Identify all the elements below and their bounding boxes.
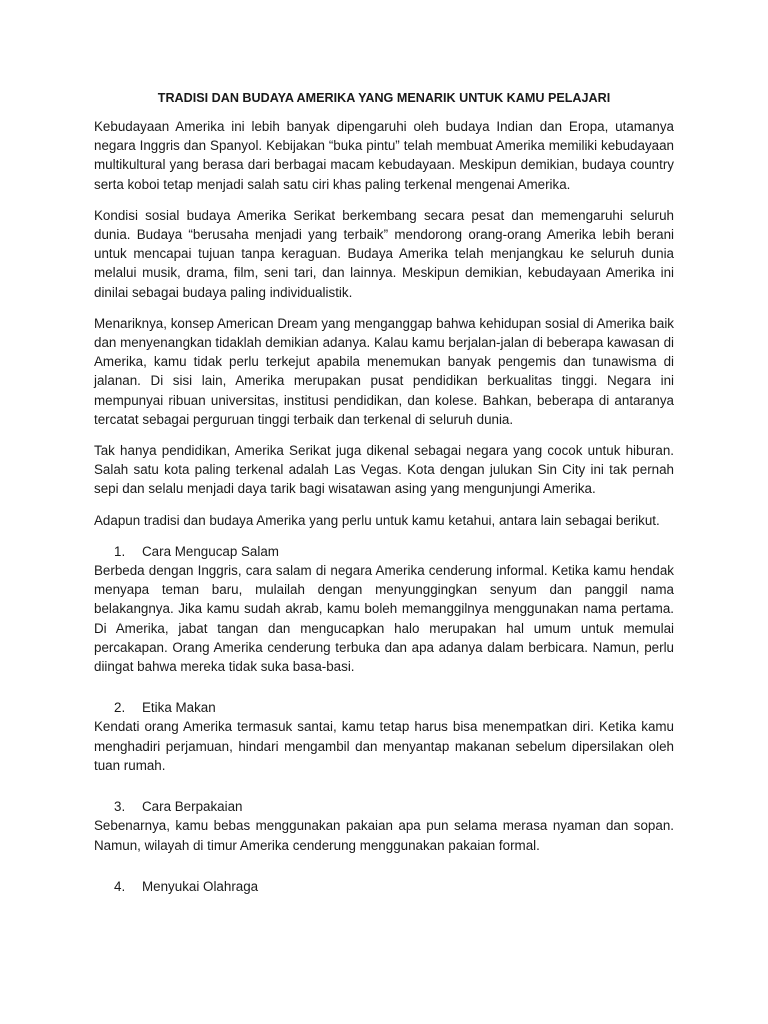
section-body: Sebenarnya, kamu bebas menggunakan pakaian apa pun selama merasa nyaman dan sopan. Namun, wilayah di timur Amerika cenderung menggunakan pakaian formal. <box>94 818 674 853</box>
document-title: TRADISI DAN BUDAYA AMERIKA YANG MENARIK UNTUK KAMU PELAJARI <box>157 91 611 105</box>
section-heading <box>94 797 674 816</box>
intro-paragraph-2: Kondisi sosial budaya Amerika Serikat berkembang secara pesat dan memengaruhi seluruh dunia. Budaya “berusaha menjadi yang terbaik” mendorong orang-orang Amerika lebih berani untuk mencapai tujuan tanpa keraguan. Budaya Amerika telah menjangkau ke seluruh dunia melalui musik, drama, film, seni tari, dan lainnya. Meskipun demikian, kebudayaan Amerika ini dinilai sebagai budaya paling individualistik. <box>94 207 674 300</box>
section-salam <box>94 542 674 676</box>
intro-paragraph-1: Kebudayaan Amerika ini lebih banyak dipengaruhi oleh budaya Indian dan Eropa, utamanya negara Inggris dan Spanyol. Kebijakan “buka pintu” telah membuat Amerika memiliki kebudayaan multikultural yang berasa dari berbagai macam kebudayaan. Meskipun demikian, budaya country serta koboi tetap menjadi salah satu ciri khas paling terkenal mengenai Amerika. <box>94 119 674 192</box>
section-number: 4. <box>114 878 126 894</box>
section-heading-text: Etika Makan <box>142 700 216 716</box>
section-heading-text: Menyukai Olahraga <box>142 878 259 894</box>
intro-paragraph-3: Menariknya, konsep American Dream yang menganggap bahwa kehidupan sosial di Amerika baik dan menyenangkan tidaklah demikian adanya. Kalau kamu berjalan-jalan di beberapa kawasan di Amerika, kamu tidak perlu terkejut apabila menemukan banyak pengemis dan tunawisma di jalanan. Di sisi lain, Amerika merupakan pusat pendidikan berkualitas tinggi. Negara ini mempunyai ribuan universitas, institusi pendidikan, dan kolese. Bahkan, beberapa di antaranya tercatat sebagai perguruan tinggi terbaik dan terkenal di seluruh dunia. <box>94 315 674 427</box>
section-body: Kendati orang Amerika termasuk santai, kamu tetap harus bisa menempatkan diri. Ketika kamu menghadiri perjamuan, hindari mengambil dan menyantap makanan sebelum dipersilakan oleh tuan rumah. <box>94 719 674 773</box>
section-etika-makan <box>94 698 674 775</box>
section-olahraga <box>94 877 674 896</box>
section-heading-text: Cara Berpakaian <box>142 799 243 815</box>
section-heading <box>94 698 674 717</box>
section-number: 2. <box>114 700 126 716</box>
section-heading <box>94 542 674 561</box>
section-heading-text: Cara Mengucap Salam <box>142 543 279 559</box>
section-heading <box>94 877 674 896</box>
section-berpakaian <box>94 797 674 855</box>
section-number: 1. <box>114 543 126 559</box>
section-number: 3. <box>114 799 126 815</box>
intro-paragraph-4: Tak hanya pendidikan, Amerika Serikat juga dikenal sebagai negara yang cocok untuk hiburan. Salah satu kota paling terkenal adalah Las Vegas. Kota dengan julukan Sin City ini tak pernah sepi dan selalu menjadi daya tarik bagi wisatawan asing yang mengunjungi Amerika. <box>94 443 674 497</box>
intro-paragraph-5: Adapun tradisi dan budaya Amerika yang perlu untuk kamu ketahui, antara lain sebagai berikut. <box>94 512 660 528</box>
section-body: Berbeda dengan Inggris, cara salam di negara Amerika cenderung informal. Ketika kamu hendak menyapa teman baru, mulailah dengan menyunggingkan senyum dan panggil nama belakangnya. Jika kamu sudah akrab, kamu boleh memanggilnya menggunakan nama pertama. Di Amerika, jabat tangan dan mengucapkan halo merupakan hal umum untuk memulai percakapan. Orang Amerika cenderung terbuka dan apa adanya dalam berbicara. Namun, perlu diingat bahwa mereka tidak suka basa-basi. <box>94 563 674 675</box>
